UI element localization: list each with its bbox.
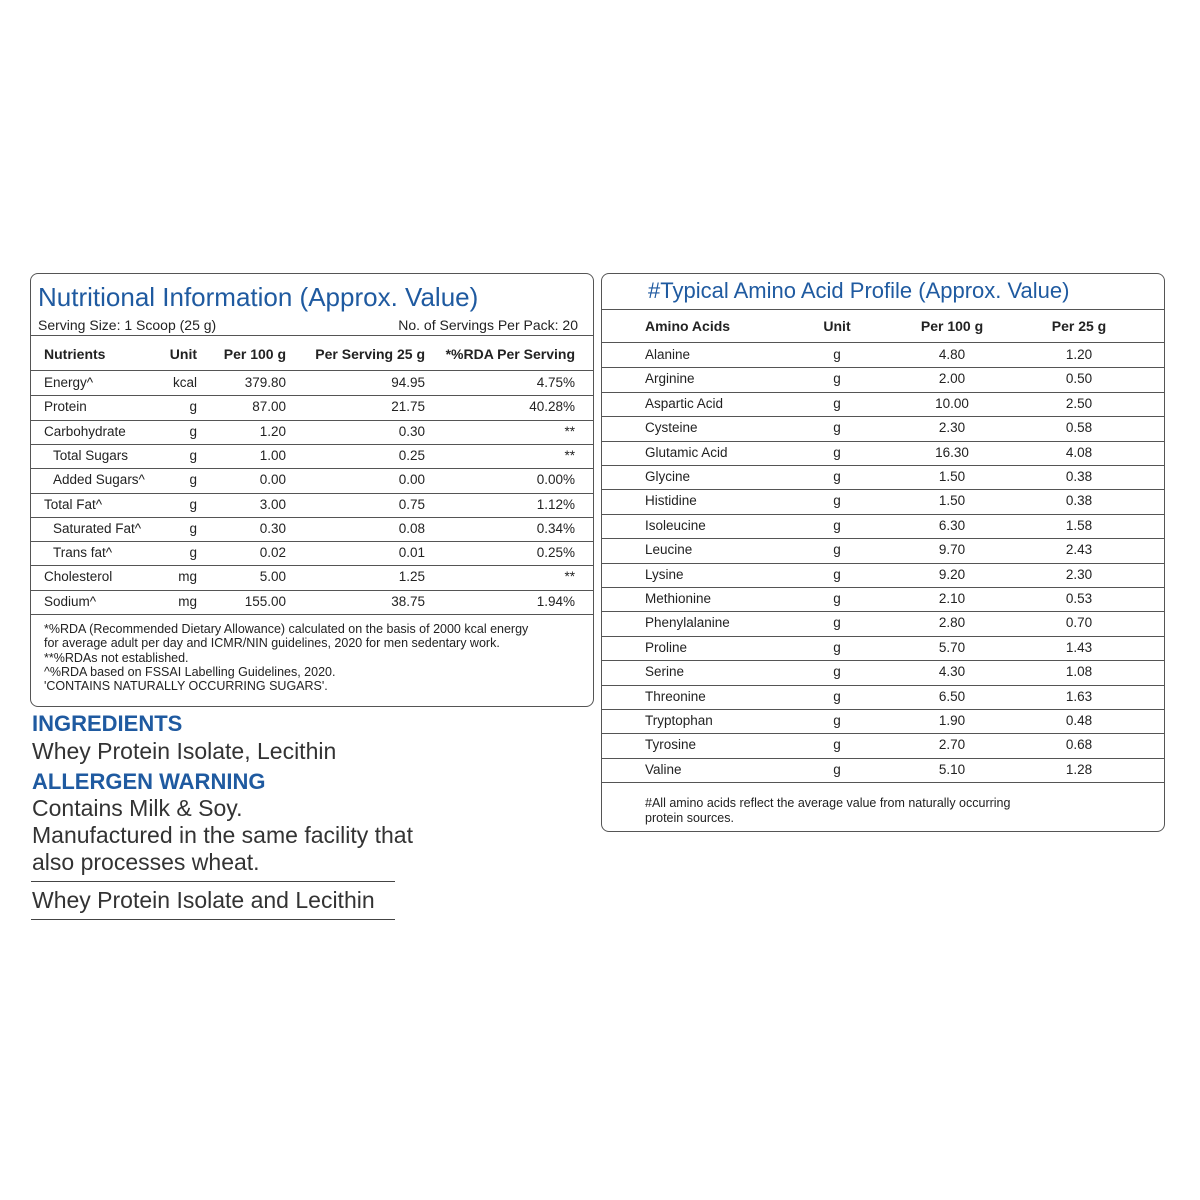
- allergen-line: Contains Milk & Soy.: [32, 795, 243, 821]
- table-row: [602, 636, 1164, 660]
- table-row: [31, 517, 593, 541]
- nutrient-per-100g: 379.80: [244, 375, 286, 390]
- amino-unit: g: [833, 639, 841, 655]
- table-row: [602, 392, 1164, 416]
- nutrient-per-100g: 87.00: [252, 399, 286, 415]
- amino-unit: g: [833, 347, 841, 362]
- nutrient-name: Trans fat^: [53, 545, 113, 561]
- header-per-25g: Per 25 g: [1051, 318, 1107, 334]
- nutrient-per-serving: 94.95: [391, 375, 425, 390]
- amino-per-100g: 10.00: [935, 395, 969, 411]
- table-row: [602, 563, 1164, 587]
- table-row: [602, 685, 1164, 709]
- nutrient-unit: g: [189, 423, 197, 439]
- amino-name: Arginine: [645, 371, 695, 387]
- table-row: [602, 441, 1164, 465]
- amino-title: #Typical Amino Acid Profile (Approx. Value): [648, 278, 1070, 303]
- amino-name: Aspartic Acid: [645, 395, 724, 411]
- amino-name: Tryptophan: [645, 713, 713, 728]
- nutrient-name: Energy^: [44, 375, 94, 390]
- amino-per-25g: 2.30: [1065, 566, 1093, 582]
- amino-panel: [601, 273, 1165, 832]
- amino-per-25g: 0.38: [1065, 469, 1093, 484]
- nutrient-unit: kcal: [172, 375, 197, 390]
- amino-unit: g: [833, 615, 841, 631]
- nutrient-unit: mg: [178, 569, 197, 585]
- amino-per-100g: 2.80: [938, 615, 966, 631]
- table-row: [602, 465, 1164, 489]
- amino-unit: g: [833, 371, 841, 387]
- amino-per-100g: 9.70: [938, 542, 966, 558]
- footnote-line: *%RDA (Recommended Dietary Allowance) calculated on the basis of 2000 kcal energy: [44, 622, 529, 636]
- header-unit: Unit: [169, 346, 197, 362]
- nutrient-unit: g: [189, 472, 197, 488]
- amino-unit: g: [833, 664, 841, 680]
- nutrient-per-serving: 0.01: [398, 545, 425, 561]
- amino-note-line: #All amino acids reflect the average value from naturally occurring: [645, 796, 1011, 810]
- amino-name: Cysteine: [645, 420, 698, 436]
- nutrient-per-100g: 5.00: [259, 569, 286, 585]
- nutrient-per-serving: 0.75: [398, 496, 425, 512]
- nutrient-name: Total Sugars: [53, 447, 129, 463]
- amino-per-100g: 4.30: [938, 664, 966, 680]
- nutrient-unit: g: [189, 399, 197, 415]
- divider: [31, 881, 395, 882]
- nutrient-unit: g: [189, 520, 197, 536]
- allergen-heading: ALLERGEN WARNING: [32, 769, 266, 794]
- amino-name: Isoleucine: [645, 517, 706, 533]
- amino-header-row: [602, 314, 1164, 338]
- divider: [31, 335, 593, 336]
- amino-name: Glutamic Acid: [645, 444, 728, 460]
- table-row: [602, 758, 1164, 782]
- amino-per-25g: 0.38: [1065, 493, 1093, 509]
- nutrient-per-serving: 0.25: [398, 447, 425, 463]
- nutrition-footnotes: [44, 622, 589, 693]
- nutrient-unit: g: [189, 545, 197, 561]
- amino-unit: g: [833, 737, 841, 753]
- nutrient-per-100g: 0.00: [259, 472, 286, 488]
- amino-note-line: protein sources.: [645, 810, 734, 825]
- amino-unit: g: [833, 517, 841, 533]
- nutrient-per-serving: 21.75: [391, 399, 425, 415]
- table-row: [602, 514, 1164, 538]
- table-row: [31, 371, 593, 395]
- nutrient-rda: 1.94%: [536, 593, 575, 609]
- nutrient-name: Saturated Fat^: [53, 520, 142, 536]
- amino-per-100g: 5.70: [938, 639, 966, 655]
- amino-name: Histidine: [645, 493, 697, 509]
- nutrient-per-serving: 0.00: [398, 472, 425, 488]
- nutrition-header-row: [31, 342, 593, 366]
- ingredients-text: Whey Protein Isolate, Lecithin: [32, 738, 337, 764]
- divider: [31, 614, 593, 615]
- amino-per-100g: 2.70: [938, 737, 966, 753]
- nutrient-per-serving: 1.25: [398, 569, 425, 585]
- nutrient-name: Total Fat^: [44, 496, 103, 512]
- amino-per-100g: 2.00: [938, 371, 966, 387]
- nutrient-unit: mg: [178, 593, 197, 609]
- footnote-line: 'CONTAINS NATURALLY OCCURRING SUGARS'.: [44, 679, 328, 694]
- nutrition-title: Nutritional Information (Approx. Value): [38, 282, 479, 312]
- header-per-100g: Per 100 g: [920, 318, 984, 334]
- amino-unit: g: [833, 395, 841, 411]
- table-row: [31, 541, 593, 565]
- amino-per-100g: 6.30: [938, 517, 966, 533]
- nutrient-rda: 0.34%: [536, 520, 575, 536]
- header-rda: *%RDA Per Serving: [445, 346, 575, 362]
- nutrient-per-100g: 155.00: [244, 593, 286, 609]
- amino-per-25g: 0.48: [1065, 713, 1093, 728]
- nutrient-rda: **: [564, 447, 575, 463]
- table-row: [31, 565, 593, 589]
- amino-name: Leucine: [645, 542, 693, 558]
- nutrient-unit: g: [189, 447, 197, 463]
- amino-name: Alanine: [645, 347, 691, 362]
- amino-per-100g: 2.30: [938, 420, 966, 436]
- table-row: [602, 489, 1164, 513]
- amino-unit: g: [833, 542, 841, 558]
- nutrient-per-serving: 0.30: [398, 423, 425, 439]
- amino-per-100g: 6.50: [938, 688, 966, 704]
- amino-per-25g: 0.53: [1065, 591, 1093, 606]
- amino-footnote: [645, 796, 1145, 825]
- allergen-line: also processes wheat.: [32, 849, 260, 875]
- footnote-line: ^%RDA based on FSSAI Labelling Guidelines, 2020.: [44, 664, 336, 679]
- table-row: [602, 709, 1164, 733]
- amino-per-25g: 1.28: [1065, 761, 1093, 777]
- amino-name: Serine: [645, 664, 685, 680]
- header-amino-acids: Amino Acids: [645, 318, 731, 334]
- amino-name: Glycine: [645, 469, 691, 484]
- nutrient-name: Carbohydrate: [44, 423, 126, 439]
- amino-unit: g: [833, 566, 841, 582]
- amino-per-100g: 4.80: [938, 347, 966, 362]
- table-row: [602, 587, 1164, 611]
- amino-name: Tyrosine: [645, 737, 697, 753]
- amino-per-25g: 0.58: [1065, 420, 1093, 436]
- table-row: [31, 444, 593, 468]
- footnote-line: for average adult per day and ICMR/NIN guidelines, 2020 for men sedentary work.: [44, 636, 500, 651]
- nutrition-panel: [30, 273, 594, 707]
- amino-per-25g: 2.43: [1065, 542, 1093, 558]
- amino-unit: g: [833, 591, 841, 606]
- nutrient-per-100g: 0.02: [259, 545, 286, 561]
- nutrient-rda: 4.75%: [536, 375, 575, 390]
- header-per-100g: Per 100 g: [223, 346, 286, 362]
- nutrient-per-serving: 0.08: [398, 520, 425, 536]
- nutrient-name: Protein: [44, 399, 87, 415]
- table-row: [602, 367, 1164, 391]
- amino-name: Proline: [645, 639, 688, 655]
- amino-per-100g: 1.90: [938, 713, 966, 728]
- amino-unit: g: [833, 713, 841, 728]
- serving-size: Serving Size: 1 Scoop (25 g): [38, 317, 217, 333]
- amino-per-25g: 0.50: [1065, 371, 1093, 387]
- amino-per-100g: 9.20: [938, 566, 966, 582]
- amino-unit: g: [833, 444, 841, 460]
- table-row: [602, 733, 1164, 757]
- table-row: [31, 493, 593, 517]
- table-row: [31, 420, 593, 444]
- nutrient-per-100g: 1.20: [259, 423, 286, 439]
- table-row: [602, 660, 1164, 684]
- nutrient-per-serving: 38.75: [391, 593, 425, 609]
- allergen-line: Manufactured in the same facility that: [32, 822, 413, 848]
- amino-per-100g: 1.50: [938, 469, 966, 484]
- nutrient-per-100g: 0.30: [259, 520, 286, 536]
- table-row: [31, 590, 593, 614]
- nutrient-rda: 40.28%: [529, 399, 575, 415]
- header-unit: Unit: [823, 318, 851, 334]
- amino-per-25g: 1.20: [1065, 347, 1093, 362]
- nutrient-rda: **: [564, 423, 575, 439]
- amino-name: Threonine: [645, 688, 706, 704]
- amino-per-100g: 2.10: [938, 591, 966, 606]
- footnote-line: **%RDAs not established.: [44, 650, 189, 665]
- tagline: Whey Protein Isolate and Lecithin: [32, 887, 375, 913]
- nutrient-name: Cholesterol: [44, 569, 113, 585]
- nutrient-rda: 0.00%: [536, 472, 575, 488]
- divider: [31, 919, 395, 920]
- amino-per-25g: 1.43: [1065, 639, 1093, 655]
- amino-unit: g: [833, 761, 841, 777]
- divider: [602, 782, 1164, 783]
- divider: [602, 309, 1164, 310]
- amino-per-25g: 1.63: [1065, 688, 1093, 704]
- table-row: [602, 611, 1164, 635]
- servings-per-pack: No. of Servings Per Pack: 20: [398, 317, 578, 333]
- table-row: [602, 538, 1164, 562]
- amino-name: Valine: [645, 761, 682, 777]
- amino-per-25g: 2.50: [1065, 395, 1093, 411]
- table-row: [31, 395, 593, 419]
- amino-per-25g: 4.08: [1065, 444, 1093, 460]
- amino-per-100g: 5.10: [938, 761, 966, 777]
- amino-name: Lysine: [645, 566, 684, 582]
- amino-per-25g: 1.58: [1065, 517, 1093, 533]
- table-row: [602, 343, 1164, 367]
- amino-per-25g: 1.08: [1065, 664, 1093, 680]
- amino-name: Phenylalanine: [645, 615, 730, 631]
- amino-per-25g: 0.68: [1065, 737, 1093, 753]
- ingredients-heading: INGREDIENTS: [32, 711, 183, 736]
- amino-per-100g: 1.50: [938, 493, 966, 509]
- amino-per-100g: 16.30: [935, 444, 969, 460]
- nutrient-unit: g: [189, 496, 197, 512]
- amino-per-25g: 0.70: [1065, 615, 1093, 631]
- amino-unit: g: [833, 493, 841, 509]
- nutrient-rda: **: [564, 569, 575, 585]
- table-row: [31, 468, 593, 492]
- amino-unit: g: [833, 420, 841, 436]
- nutrient-name: Added Sugars^: [53, 472, 145, 488]
- nutrient-rda: 0.25%: [536, 545, 575, 561]
- amino-name: Methionine: [645, 591, 712, 606]
- nutrient-per-100g: 1.00: [259, 447, 286, 463]
- header-per-serving: Per Serving 25 g: [315, 346, 425, 362]
- nutrient-per-100g: 3.00: [259, 496, 286, 512]
- nutrient-name: Sodium^: [44, 593, 97, 609]
- amino-unit: g: [833, 688, 841, 704]
- nutrient-rda: 1.12%: [536, 496, 575, 512]
- header-nutrients: Nutrients: [44, 346, 106, 362]
- table-row: [602, 416, 1164, 440]
- amino-unit: g: [833, 469, 841, 484]
